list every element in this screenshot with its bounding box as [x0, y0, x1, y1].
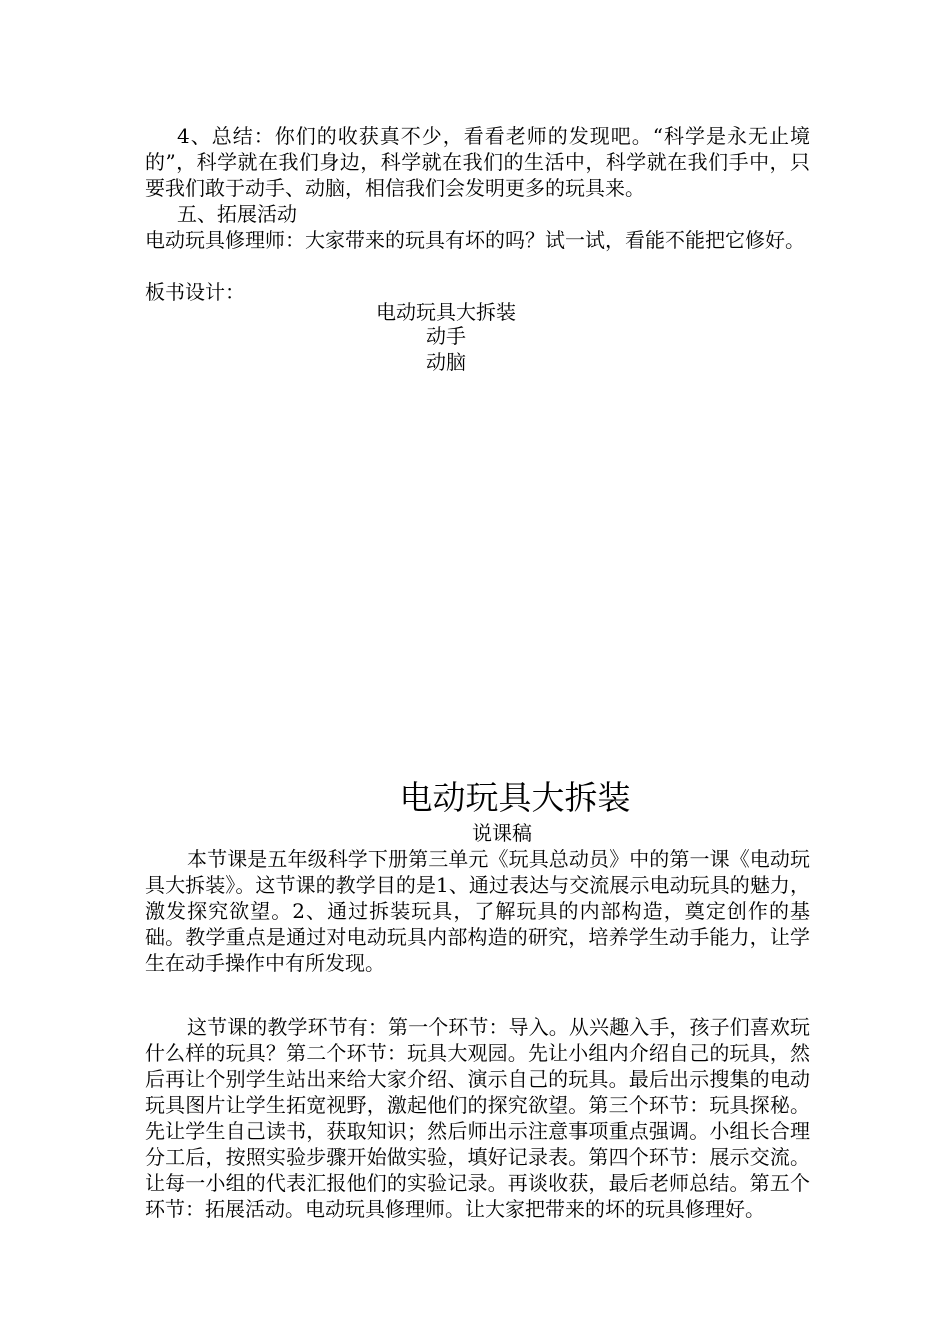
board-design-label: 板书设计：	[145, 280, 245, 304]
extension-paragraph: 电动玩具修理师：大家带来的玩具有坏的吗？试一试，看能不能把它修好。	[145, 228, 805, 252]
board-line-title: 电动玩具大拆装	[376, 300, 516, 324]
board-line-brain: 动脑	[426, 350, 466, 374]
page-subtitle: 说课稿	[472, 821, 532, 845]
steps-paragraph: 这节课的教学环节有：第一个环节：导入。从兴趣入手，孩子们喜欢玩什么样的玩具？第二个环节：玩具大观园。先让小组内介绍自己的玩具，然后再让个别学生站出来给大家介绍、演示自己的玩具。最后出示搜集的电动玩具图片让学生拓宽视野，激起他们的探究欲望。第三个环节：玩具探秘。先让学生自己读书，获取知识；然后师出示注意事项重点强调。小组长合理分工后，按照实验步骤开始做实验，填好记录表。第四个环节：展示交流。让每一小组的代表汇报他们的实验记录。再谈收获，最后老师总结。第五个环节：拓展活动。电动玩具修理师。让大家把带来的坏的玩具修理好。	[145, 1015, 810, 1221]
section-heading-extension: 五、拓展活动	[177, 202, 297, 226]
intro-paragraph: 本节课是五年级科学下册第三单元《玩具总动员》中的第一课《电动玩具大拆装》。这节课的教学目的是1、通过表达与交流展示电动玩具的魅力，激发探究欲望。2、通过拆装玩具，了解玩具的内部构造，奠定创作的基础。教学重点是通过对电动玩具内部构造的研究，培养学生动手能力，让学生在动手操作中有所发现。	[145, 847, 810, 975]
summary-paragraph: 4、总结：你们的收获真不少，看看老师的发现吧。“科学是永无止境的”，科学就在我们身边，科学就在我们的生活中，科学就在我们手中，只要我们敢于动手、动脑，相信我们会发明更多的玩具来。	[145, 124, 810, 200]
board-line-hands: 动手	[426, 324, 466, 348]
page-title: 电动玩具大拆装	[399, 778, 631, 817]
